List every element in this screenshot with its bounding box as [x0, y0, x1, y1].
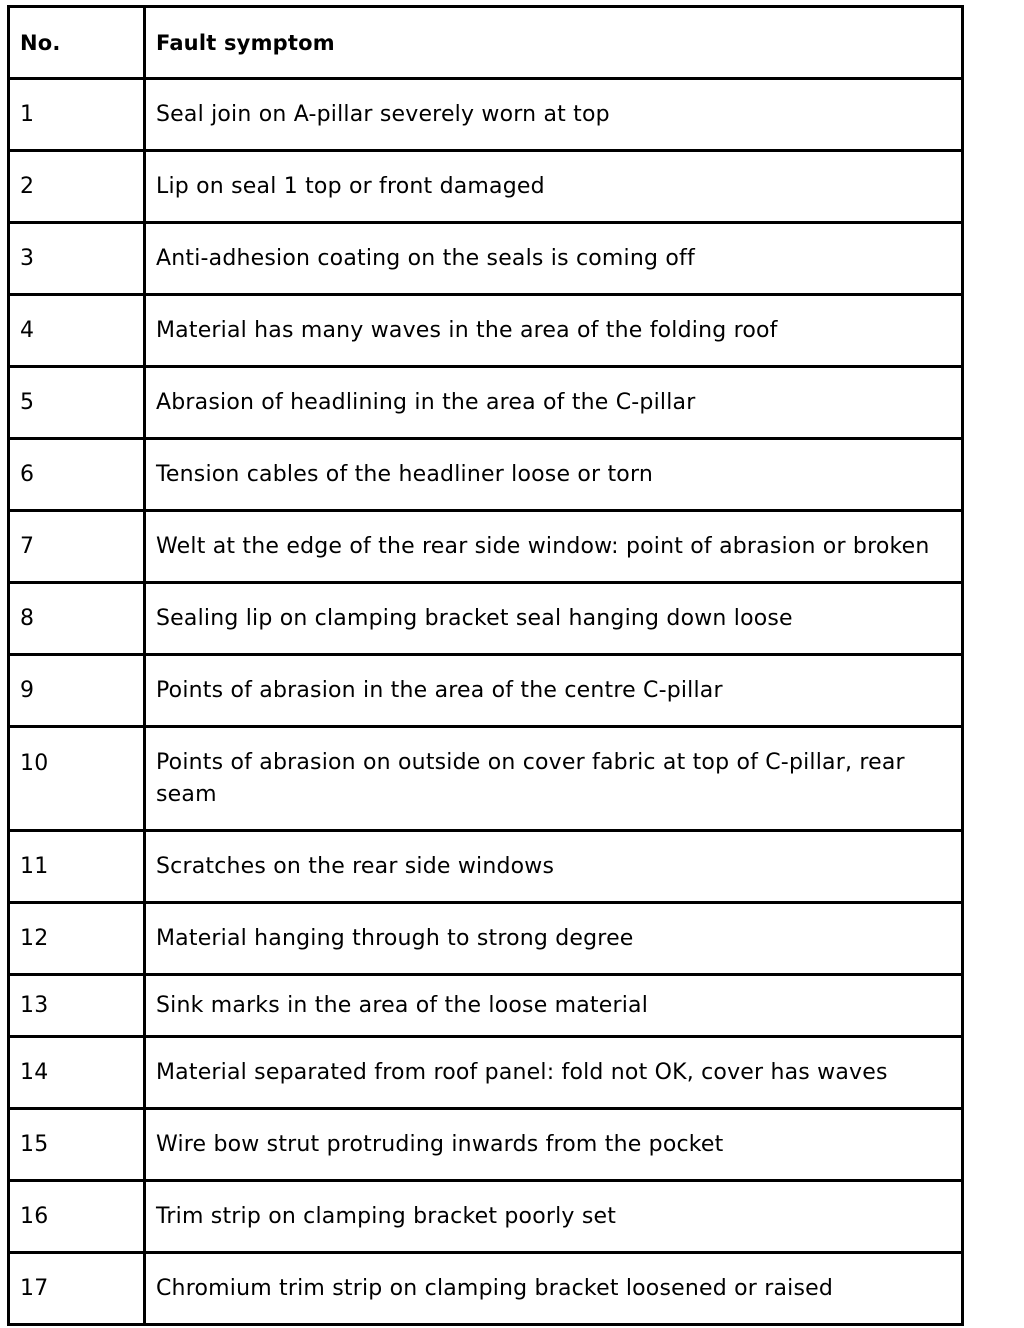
- row-number: 14: [9, 1037, 145, 1109]
- row-symptom: Points of abrasion in the area of the centre C-pillar: [145, 655, 963, 727]
- row-number: 4: [9, 295, 145, 367]
- row-number: 15: [9, 1109, 145, 1181]
- header-fault-symptom: Fault symptom: [145, 7, 963, 79]
- row-symptom: Trim strip on clamping bracket poorly set: [145, 1181, 963, 1253]
- table-row: [9, 655, 963, 727]
- row-symptom: Chromium trim strip on clamping bracket loosened or raised: [145, 1253, 963, 1325]
- row-number: 11: [9, 831, 145, 903]
- row-symptom: Sealing lip on clamping bracket seal hanging down loose: [145, 583, 963, 655]
- table-row: [9, 367, 963, 439]
- row-number: 13: [9, 975, 145, 1037]
- row-symptom: Scratches on the rear side windows: [145, 831, 963, 903]
- table-row: [9, 831, 963, 903]
- table-row: [9, 1253, 963, 1325]
- row-number: 1: [9, 79, 145, 151]
- row-number: 6: [9, 439, 145, 511]
- table-row: [9, 151, 963, 223]
- row-symptom: Wire bow strut protruding inwards from the pocket: [145, 1109, 963, 1181]
- row-symptom: Tension cables of the headliner loose or torn: [145, 439, 963, 511]
- row-number: 3: [9, 223, 145, 295]
- row-number: 5: [9, 367, 145, 439]
- row-symptom: Anti-adhesion coating on the seals is coming off: [145, 223, 963, 295]
- header-no: No.: [9, 7, 145, 79]
- table-row: [9, 583, 963, 655]
- row-symptom: Material has many waves in the area of the folding roof: [145, 295, 963, 367]
- row-symptom: Points of abrasion on outside on cover fabric at top of C-pillar, rear seam: [145, 727, 963, 831]
- table-row: [9, 295, 963, 367]
- table-row: [9, 727, 963, 831]
- table-row: [9, 223, 963, 295]
- table-row: [9, 1181, 963, 1253]
- table-row: [9, 975, 963, 1037]
- table-header-row: [9, 7, 963, 79]
- row-number: 12: [9, 903, 145, 975]
- row-symptom: Material hanging through to strong degree: [145, 903, 963, 975]
- row-number: 9: [9, 655, 145, 727]
- row-number: 16: [9, 1181, 145, 1253]
- table-row: [9, 79, 963, 151]
- row-symptom: Welt at the edge of the rear side window: point of abrasion or broken: [145, 511, 963, 583]
- table-row: [9, 439, 963, 511]
- row-symptom: Abrasion of headlining in the area of the C-pillar: [145, 367, 963, 439]
- row-number: 10: [9, 727, 145, 831]
- row-symptom: Lip on seal 1 top or front damaged: [145, 151, 963, 223]
- row-number: 7: [9, 511, 145, 583]
- row-number: 2: [9, 151, 145, 223]
- row-number: 17: [9, 1253, 145, 1325]
- table-row: [9, 903, 963, 975]
- table-row: [9, 1109, 963, 1181]
- row-symptom: Seal join on A-pillar severely worn at top: [145, 79, 963, 151]
- row-symptom: Sink marks in the area of the loose material: [145, 975, 963, 1037]
- fault-symptom-table: [7, 5, 964, 1326]
- table-row: [9, 511, 963, 583]
- table-row: [9, 1037, 963, 1109]
- row-symptom: Material separated from roof panel: fold not OK, cover has waves: [145, 1037, 963, 1109]
- row-number: 8: [9, 583, 145, 655]
